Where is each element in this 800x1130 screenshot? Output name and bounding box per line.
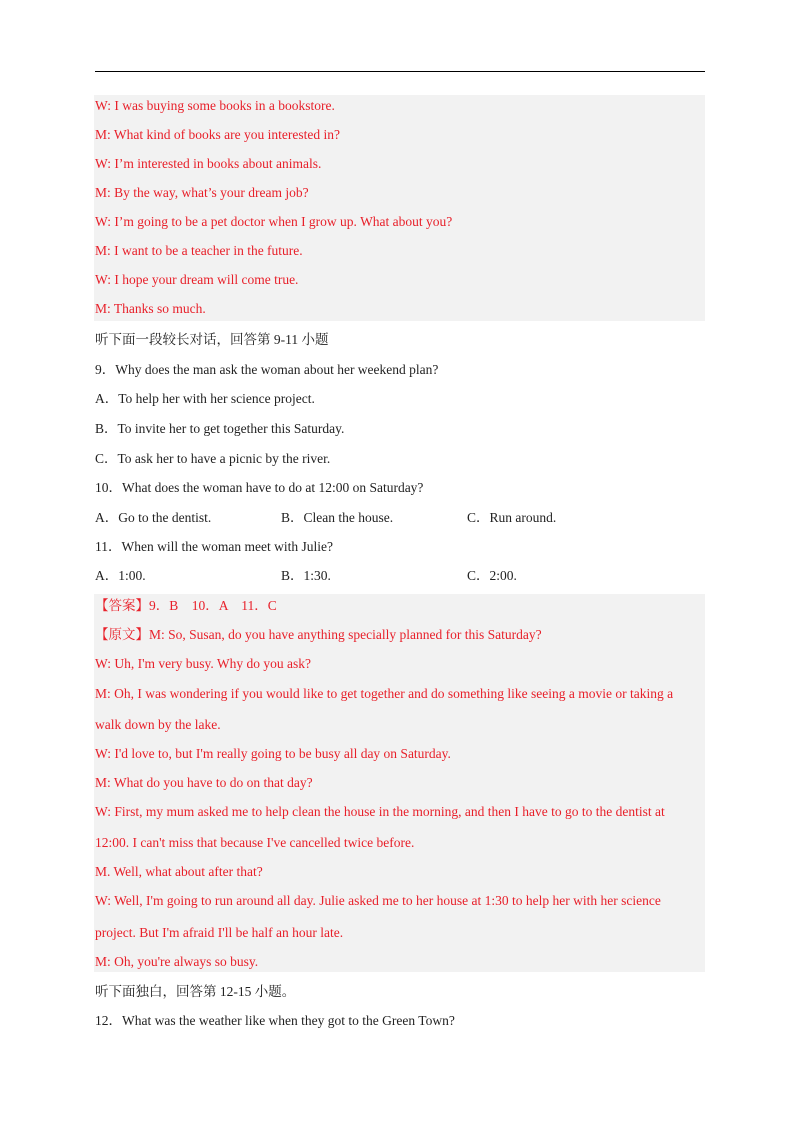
option-9b: B．To invite her to get together this Saturday. [95,421,345,436]
section-instruction: 听下面独白，回答第 12-15 小题。 [95,984,296,999]
option-11c: C．2:00. [467,568,517,583]
dialogue-line: M: By the way, what’s your dream job? [95,185,309,200]
dialogue-line: W: I hope your dream will come true. [95,272,299,287]
dialogue-line: 12:00. I can't miss that because I've cancelled twice before. [95,835,415,850]
question-10: 10．What does the woman have to do at 12:00 on Saturday? [95,480,424,495]
option-10c: C．Run around. [467,510,557,525]
dialogue-line: M: What do you have to do on that day? [95,775,313,790]
dialogue-line: W: I’m interested in books about animals. [95,156,322,171]
dialogue-line: W: I'd love to, but I'm really going to be busy all day on Saturday. [95,746,451,761]
answer-key: 【答案】9．B 10．A 11．C [95,598,277,613]
transcript-label: 【原文】 [95,627,149,642]
dialogue-line: walk down by the lake. [95,717,221,732]
question-11: 11．When will the woman meet with Julie? [95,539,333,554]
option-10b: B．Clean the house. [281,510,394,525]
dialogue-line: project. But I'm afraid I'll be half an hour late. [95,925,344,940]
dialogue-line: M: I want to be a teacher in the future. [95,243,303,258]
section-instruction: 听下面一段较长对话，回答第 9-11 小题 [95,332,329,347]
option-9a: A．To help her with her science project. [95,391,315,406]
dialogue-line: W: First, my mum asked me to help clean the house in the morning, and then I have to go to the dentist at [95,804,665,819]
transcript-text: M: So, Susan, do you have anything specially planned for this Saturday? [149,627,542,642]
dialogue-line: M: What kind of books are you interested in? [95,127,340,142]
dialogue-line: W: I was buying some books in a bookstore. [95,98,335,113]
transcript-first-line [95,626,542,644]
dialogue-line: M: Oh, I was wondering if you would like to get together and do something like seeing a movie or taking a [95,686,674,701]
question-12: 12．What was the weather like when they got to the Green Town? [95,1013,455,1028]
option-10a: A．Go to the dentist. [95,510,212,525]
dialogue-line: M. Well, what about after that? [95,864,263,879]
option-11b: B．1:30. [281,568,331,583]
dialogue-line: M: Oh, you're always so busy. [95,954,259,969]
option-11a: A．1:00. [95,568,146,583]
dialogue-line: W: Well, I'm going to run around all day. Julie asked me to her house at 1:30 to help her with her science [95,893,661,908]
header-rule [95,71,705,72]
option-9c: C．To ask her to have a picnic by the river. [95,451,331,466]
dialogue-line: W: I’m going to be a pet doctor when I grow up. What about you? [95,214,453,229]
dialogue-line: M: Thanks so much. [95,301,206,316]
question-9: 9．Why does the man ask the woman about her weekend plan? [95,362,439,377]
dialogue-line: W: Uh, I'm very busy. Why do you ask? [95,656,312,671]
